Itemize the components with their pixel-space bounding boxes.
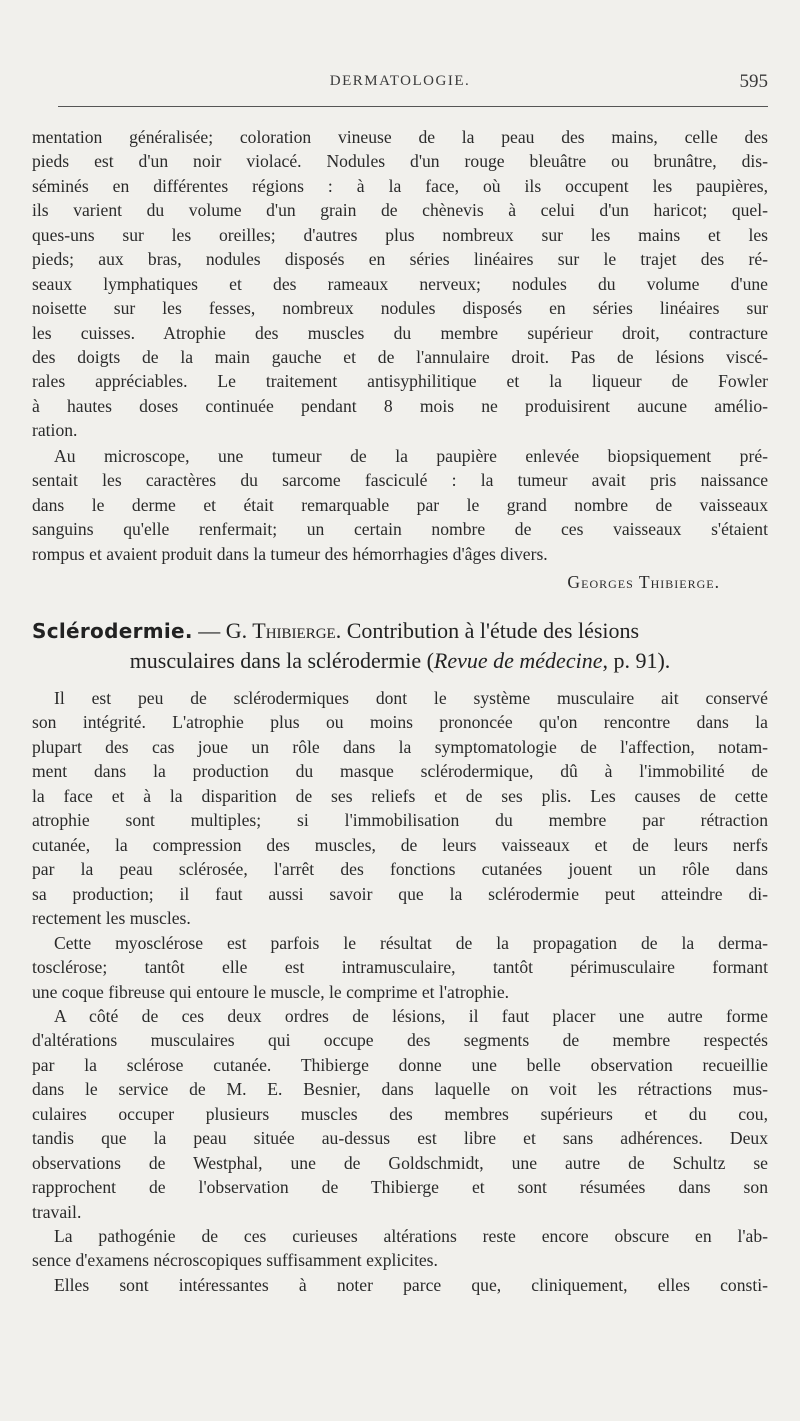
text-line: Cette myosclérose est parfois le résultat de la propagation de la derma- xyxy=(54,933,768,953)
header-rule xyxy=(58,106,768,107)
heading-line-2 xyxy=(32,646,768,676)
text-line: sence d'examens nécroscopiques suffisamment explicites. xyxy=(32,1250,438,1271)
text-line: sanguins qu'elle renfermait; un certain nombre de ces vaisseaux s'étaient xyxy=(32,519,768,540)
text-line: cutanée, la compression des muscles, de leurs vaisseaux et de leurs nerfs xyxy=(32,834,768,855)
text-line: Elles sont intéressantes à noter parce que, cliniquement, elles consti- xyxy=(54,1275,768,1295)
author-signature: Georges Thibierge. xyxy=(567,572,720,593)
text-line: pieds; aux bras, nodules disposés en séries linéaires sur le trajet des ré- xyxy=(32,249,768,270)
paragraph-atrophy xyxy=(32,686,768,930)
paragraph-clinical xyxy=(32,1273,768,1297)
heading-author: G. Thibierge. xyxy=(225,618,342,643)
text-line: mentation généralisée; coloration vineuse de la peau des mains, celle des xyxy=(32,127,768,147)
text-line: ils varient du volume d'un grain de chènevis à celui d'un haricot; quel- xyxy=(32,200,768,221)
text-line: plupart des cas joue un rôle dans la symptomatologie de l'affection, notam- xyxy=(32,736,768,757)
text-line: séminés en différentes régions : à la face, où ils occupent les paupières, xyxy=(32,175,768,196)
text-line: travail. xyxy=(32,1201,82,1222)
text-line: rompus et avaient produit dans la tumeur des hémorrhagies d'âges divers. xyxy=(32,543,548,564)
text-line: la face et à la disparition de ses reliefs et de ses plis. Les causes de cette xyxy=(32,785,768,806)
text-line: culaires occuper plusieurs muscles des membres supérieurs et du cou, xyxy=(32,1103,768,1124)
text-line: atrophie sont multiples; si l'immobilisation du membre par rétraction xyxy=(32,810,768,831)
text-line: observations de Westphal, une de Goldschmidt, une autre de Schultz se xyxy=(32,1152,768,1173)
text-line: noisette sur les fesses, nombreux nodules disposés en séries linéaires sur xyxy=(32,298,768,319)
text-line: tandis que la peau située au-dessus est libre et sans adhérences. Deux xyxy=(32,1128,768,1149)
text-line: son intégrité. L'atrophie plus ou moins prononcée qu'on rencontre dans la xyxy=(32,712,768,733)
text-line: d'altérations musculaires qui occupe des segments de membre respectés xyxy=(32,1030,768,1051)
text-line: La pathogénie de ces curieuses altérations reste encore obscure en l'ab- xyxy=(54,1226,768,1246)
text-line: sa production; il faut aussi savoir que la sclérodermie peut atteindre di- xyxy=(32,883,768,904)
text-line: rectement les muscles. xyxy=(32,907,191,928)
heading-dash: — xyxy=(198,618,221,643)
text-line: ques-uns sur les oreilles; d'autres plus nombreux sur les mains et les xyxy=(32,224,768,245)
heading-title-part1: Contribution à l'étude des lésions xyxy=(346,618,640,643)
page-number: 595 xyxy=(739,71,768,92)
text-line: seaux lymphatiques et des rameaux nerveux; nodules du volume d'une xyxy=(32,273,768,294)
text-line: une coque fibreuse qui entoure le muscle, le comprime et l'atrophie. xyxy=(32,981,510,1002)
heading-line-1 xyxy=(32,616,768,646)
paragraph-microscope xyxy=(32,444,768,595)
text-line: à hautes doses continuée pendant 8 mois ne produisirent aucune amélio- xyxy=(32,395,768,416)
running-title: DERMATOLOGIE. xyxy=(329,73,471,89)
text-line: par la peau sclérosée, l'arrêt des fonctions cutanées jouent un rôle dans xyxy=(32,859,768,880)
heading-term: Sclérodermie. xyxy=(32,619,193,643)
text-line: ration. xyxy=(32,420,78,441)
text-line: les cuisses. Atrophie des muscles du membre supérieur droit, contracture xyxy=(32,322,768,343)
text-line: pieds est d'un noir violacé. Nodules d'un rouge bleuâtre ou brunâtre, dis- xyxy=(32,151,768,172)
heading-journal: Revue de médecine xyxy=(433,648,603,673)
paragraph-myosclerosis xyxy=(32,931,768,1004)
heading-page-ref: , p. 91). xyxy=(602,648,671,673)
text-line: dans le derme et était remarquable par le grand nombre de vaisseaux xyxy=(32,494,768,515)
text-line: rapprochent de l'observation de Thibierge et sont résumées dans son xyxy=(32,1177,768,1198)
running-head xyxy=(32,73,768,97)
text-line: des doigts de la main gauche et de l'annulaire droit. Pas de lésions viscé- xyxy=(32,346,768,367)
text-line: sentait les caractères du sarcome fasciculé : la tumeur avait pris naissance xyxy=(32,470,768,491)
paragraph-case-description xyxy=(32,125,768,443)
text-line: tosclérose; tantôt elle est intramusculaire, tantôt périmusculaire formant xyxy=(32,957,768,978)
text-line: ment dans la production du masque sclérodermique, dû à l'immobilité de xyxy=(32,761,768,782)
text-line: Il est peu de sclérodermiques dont le système musculaire ait conservé xyxy=(54,688,768,708)
text-line: rales appréciables. Le traitement antisyphilitique et la liqueur de Fowler xyxy=(32,371,768,392)
heading-title-part2: musculaires dans la sclérodermie ( xyxy=(129,648,434,673)
paragraph-other-lesions xyxy=(32,1004,768,1224)
text-line: dans le service de M. E. Besnier, dans laquelle on voit les rétractions mus- xyxy=(32,1079,768,1100)
text-line: par la sclérose cutanée. Thibierge donne une belle observation recueillie xyxy=(32,1054,768,1075)
text-line: Au microscope, une tumeur de la paupière enlevée biopsiquement pré- xyxy=(54,446,768,466)
article-heading xyxy=(32,616,768,676)
text-line: A côté de ces deux ordres de lésions, il faut placer une autre forme xyxy=(54,1006,768,1026)
paragraph-pathogeny xyxy=(32,1224,768,1273)
